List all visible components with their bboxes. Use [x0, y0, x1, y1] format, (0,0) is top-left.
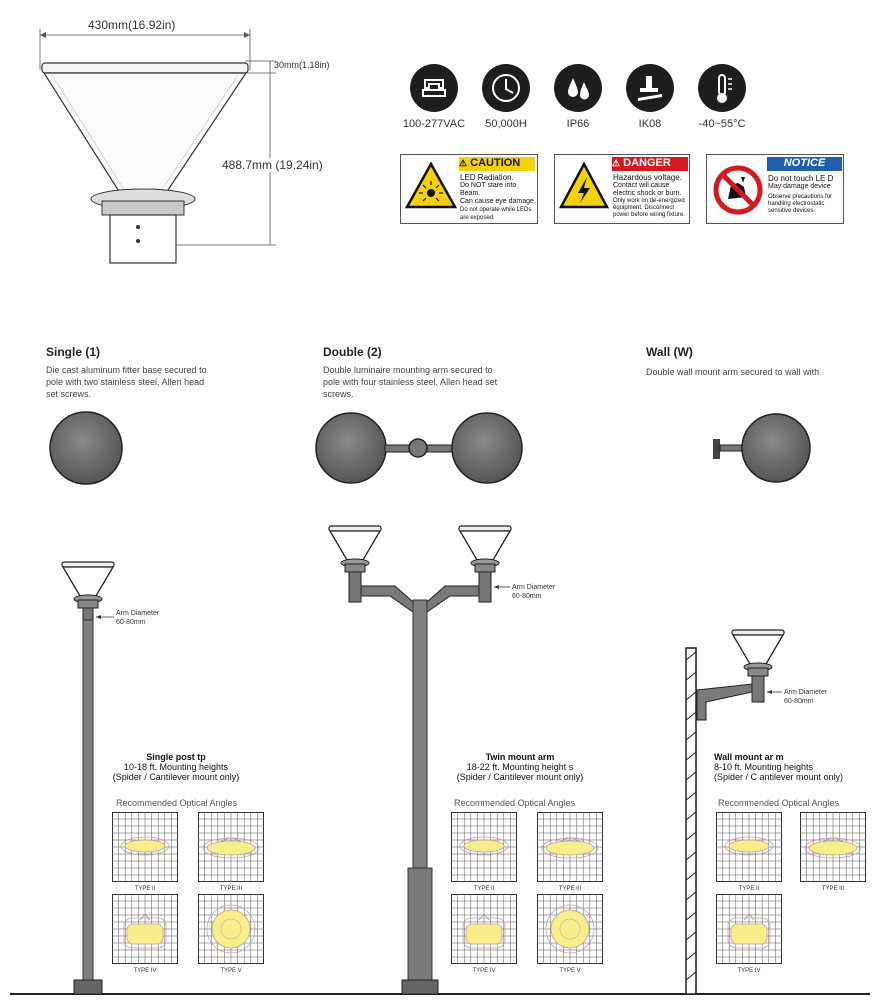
type-label-twin-v: TYPE V [559, 968, 581, 974]
post-note-single: (Spider / Cantilever mount only) [112, 772, 240, 782]
laser-warning-icon [405, 161, 457, 211]
danger-line-3: electric shock or burn. [613, 190, 682, 197]
mount-desc-double-line-2: pole with four stainless steel, Allen head set [323, 377, 498, 387]
fixture-dimension-drawing [30, 15, 340, 265]
mount-desc-double-line-3: screws. [323, 389, 354, 399]
danger-line-5: equipment. Disconnect [613, 205, 675, 211]
mount-desc-wall [646, 366, 856, 378]
type-label-single-ii: TYPE II [134, 886, 156, 892]
recommended-label-single: Recommended Optical Angles [116, 798, 238, 808]
mount-desc-single-line-1: Die cast aluminum fitter base secured to [46, 365, 207, 375]
post-title-single: Single post tp [146, 752, 206, 762]
grid-twin-v [537, 894, 603, 964]
top-height-dimension: 30mm(1.18in) [274, 60, 330, 70]
mount-desc-double [323, 364, 543, 400]
arm-diameter-label-single [116, 609, 159, 627]
water-drops-icon [554, 64, 602, 112]
arm-diameter-twin-line-2: 60-80mm [512, 593, 542, 600]
mount-top-view-drawings [0, 405, 880, 495]
notice-header: NOTICE [783, 157, 826, 169]
arm-diameter-single-line-1: Arm Diameter [116, 610, 160, 617]
mount-desc-single-line-3: set screws. [46, 389, 92, 399]
mount-title-double: Double (2) [323, 345, 382, 359]
post-height-single: 10-18 ft. Mounting heights [123, 762, 229, 772]
impact-hammer-icon [626, 64, 674, 112]
arm-diameter-twin-line-1: Arm Diameter [512, 584, 556, 591]
post-title-twin: Twin mount arm [485, 752, 555, 762]
post-caption-wall [714, 752, 874, 782]
arm-diameter-label-wall [784, 688, 827, 706]
post-height-twin: 18-22 ft. Mounting height s [466, 762, 574, 772]
notice-line-2: May damage device [768, 183, 831, 190]
grid-wall-iv [716, 894, 782, 964]
post-caption-twin [440, 752, 600, 782]
danger-line-1: Hazardous voltage. [613, 173, 682, 182]
arm-diameter-single-line-2: 60-80mm [116, 619, 146, 626]
danger-line-4: Only work on de-energized [613, 198, 685, 204]
total-height-dimension: 488.7mm (19.24in) [222, 158, 323, 172]
type-label-twin-iii: TYPE III [558, 886, 582, 892]
danger-header: DANGER [623, 157, 671, 169]
post-title-wall: Wall mount ar m [714, 752, 784, 762]
recommended-label-twin: Recommended Optical Angles [454, 798, 576, 808]
type-label-single-iv: TYPE IV [133, 968, 157, 974]
caution-line-3: Can cause eye damage. [460, 198, 536, 205]
grid-wall-iii [800, 812, 866, 882]
spec-label-temperature: -40~55°C [698, 118, 746, 130]
arm-diameter-wall-line-1: Arm Diameter [784, 689, 828, 696]
notice-line-1: Do not touch LE D [768, 174, 834, 183]
caution-line-1: LED Radiation. [460, 173, 514, 182]
caution-line-5: are exposed. [460, 215, 495, 221]
high-voltage-icon [559, 161, 609, 211]
post-height-wall: 8-10 ft. Mounting heights [714, 762, 814, 772]
grid-twin-iv [451, 894, 517, 964]
notice-label [706, 154, 844, 224]
notice-line-3: Observe precautions for [768, 194, 833, 200]
mount-desc-single-line-2: pole with two stainless steel, Allen head [46, 377, 205, 387]
mount-title-wall: Wall (W) [646, 345, 693, 359]
grid-wall-ii [716, 812, 782, 882]
arm-diameter-wall-line-2: 60-80mm [784, 698, 814, 705]
grid-single-iv [112, 894, 178, 964]
recommended-label-wall: Recommended Optical Angles [718, 798, 840, 808]
grid-single-iii [198, 812, 264, 882]
post-caption-single [96, 752, 256, 782]
spec-label-lifetime: 50,000H [485, 118, 527, 130]
grid-twin-iii [537, 812, 603, 882]
notice-line-4: handling electrostatic [768, 201, 825, 207]
mount-desc-single [46, 364, 246, 400]
notice-line-5: sensitive devices. [768, 208, 816, 214]
type-label-single-v: TYPE V [220, 968, 242, 974]
type-label-twin-ii: TYPE II [473, 886, 495, 892]
caution-line-2: Do NOT stare into Beam. [460, 182, 517, 197]
caution-line-4: Do not operate while LEDs [460, 207, 532, 213]
spec-label-ip-rating: IP66 [566, 118, 590, 130]
spec-label-ik-rating: IK08 [638, 118, 662, 130]
esd-no-touch-icon [711, 163, 765, 217]
grid-single-ii [112, 812, 178, 882]
arm-diameter-label-twin [512, 583, 555, 601]
type-label-wall-iii: TYPE III [821, 886, 845, 892]
clock-icon [482, 64, 530, 112]
type-label-twin-iv: TYPE IV [472, 968, 496, 974]
danger-line-2: Contact will cause [613, 182, 670, 189]
post-note-wall: (Spider / C antilever mount only) [714, 772, 844, 782]
mount-title-single: Single (1) [46, 345, 101, 359]
type-label-wall-ii: TYPE II [738, 886, 760, 892]
spec-label-voltage: 100-277VAC [402, 118, 466, 130]
grid-single-v [198, 894, 264, 964]
type-label-single-iii: TYPE III [219, 886, 243, 892]
mount-desc-double-line-1: Double luminaire mounting arm secured to [323, 365, 493, 375]
width-dimension: 430mm(16.92in) [88, 18, 176, 32]
danger-line-6: power before wiring fixture. [613, 212, 686, 218]
caution-label: ⚠ CAUTION LED Radiation. Do NOT stare into Beam. Can cause eye damage. Do not operate while LEDs are exposed. [400, 154, 538, 224]
type-label-wall-iv: TYPE IV [737, 968, 761, 974]
power-supply-icon [410, 64, 458, 112]
mount-desc-wall-line-1: Double wall mount arm secured to wall with [646, 367, 820, 377]
grid-twin-ii [451, 812, 517, 882]
thermometer-icon [698, 64, 746, 112]
post-note-twin: (Spider / Cantilever mount only) [456, 772, 584, 782]
danger-label: ⚠ DANGER Hazardous voltage. Contact will cause electric shock or burn. Only work on de-energized equipment. Disconnect power before wiring fixture. [554, 154, 690, 224]
caution-header: CAUTION [470, 157, 521, 169]
